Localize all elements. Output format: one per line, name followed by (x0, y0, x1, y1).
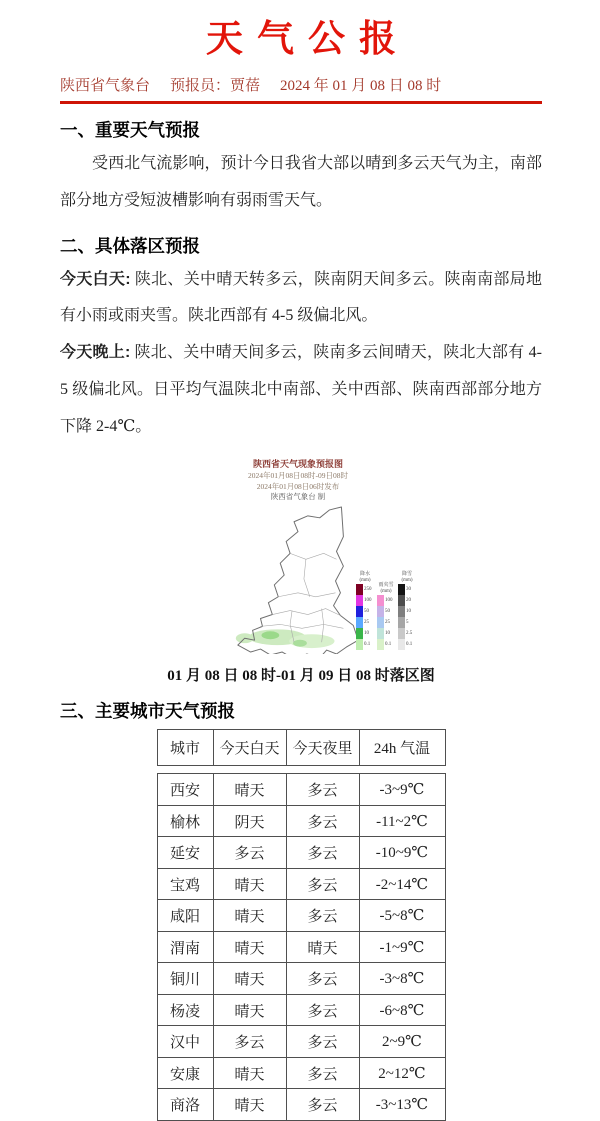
cell-day: 多云 (213, 837, 286, 869)
header-temp: 24h 气温 (359, 730, 445, 766)
legend-tick-label: 100 (385, 598, 393, 604)
daytime-label: 今天白天: (60, 270, 131, 288)
shaanxi-province-map (232, 504, 364, 654)
cell-city: 延安 (157, 837, 213, 869)
district-boundary (272, 609, 340, 616)
cell-temp: -3~13℃ (359, 1089, 445, 1121)
page-title: 天气公报 (206, 19, 410, 60)
legend-segment (356, 606, 374, 617)
legend-segment (398, 617, 416, 628)
cell-night: 多云 (286, 994, 359, 1026)
night-forecast-paragraph (60, 335, 542, 445)
legend-swatch (377, 639, 384, 650)
legend-segment (356, 628, 374, 639)
cell-day: 晴天 (213, 1057, 286, 1089)
legend-segment (398, 606, 416, 617)
district-boundary (304, 560, 310, 598)
table-row (157, 994, 445, 1026)
legend-tick-label: 250 (364, 587, 372, 593)
cell-temp: -2~14℃ (359, 868, 445, 900)
legend-segment (398, 628, 416, 639)
legend-tick-label: 25 (364, 620, 369, 626)
legend-tick-label: 0.1 (364, 642, 371, 648)
map-legend (356, 572, 416, 650)
legend-tick-label: 0.1 (385, 642, 392, 648)
cell-night: 多云 (286, 1057, 359, 1089)
legend-swatch (356, 628, 363, 639)
legend-segment (356, 595, 374, 606)
cell-temp: -3~9℃ (359, 774, 445, 806)
cell-temp: 2~9℃ (359, 1026, 445, 1058)
legend-swatch (356, 606, 363, 617)
daytime-text: 陕北、关中晴天转多云，陕南阴天间多云。陕南南部局地有小雨或雨夹雪。陕北西部有 4-5 级偏北风。 (60, 270, 542, 325)
legend-segment (398, 639, 416, 650)
table-row (157, 774, 445, 806)
legend-segment (398, 584, 416, 595)
section-1-heading: 一、重要天气预报 (60, 120, 200, 140)
legend-bar (398, 572, 416, 650)
legend-segment (356, 584, 374, 595)
cell-night: 晴天 (286, 931, 359, 963)
legend-swatch (398, 628, 405, 639)
legend-tick-label: 0.1 (406, 642, 413, 648)
table-row (157, 868, 445, 900)
cell-temp: -10~9℃ (359, 837, 445, 869)
legend-segment (377, 595, 395, 606)
cell-night: 多云 (286, 774, 359, 806)
legend-tick-label: 50 (385, 609, 390, 615)
cell-night: 多云 (286, 837, 359, 869)
city-table-body (157, 774, 445, 1121)
legend-swatch (398, 595, 405, 606)
cell-city: 汉中 (157, 1026, 213, 1058)
table-row (157, 931, 445, 963)
legend-segment (377, 628, 395, 639)
cell-night: 多云 (286, 963, 359, 995)
legend-swatch (377, 606, 384, 617)
cell-city: 铜川 (157, 963, 213, 995)
legend-tick-label: 10 (385, 631, 390, 637)
map-title: 陕西省天气现象预报图 (252, 458, 343, 469)
city-weather-table-header (157, 729, 446, 766)
legend-tick-label: 25 (385, 620, 390, 626)
cell-city: 商洛 (157, 1089, 213, 1121)
map-caption: 01 月 08 日 08 时-01 月 09 日 08 时落区图 (167, 668, 435, 685)
map-valid-period: 2024年01月08日08时-09日08时 (248, 470, 348, 480)
district-boundary (290, 554, 336, 560)
cell-temp: -3~8℃ (359, 963, 445, 995)
cell-city: 榆林 (157, 805, 213, 837)
cell-night: 多云 (286, 1089, 359, 1121)
legend-tick-label: 10 (406, 609, 411, 615)
header-day: 今天白天 (213, 730, 286, 766)
legend-bar (356, 572, 374, 650)
cell-temp: 2~12℃ (359, 1057, 445, 1089)
district-boundary (278, 593, 335, 597)
legend-bar (377, 583, 395, 650)
night-text: 陕北、关中晴天间多云，陕南多云间晴天，陕北大部有 4-5 级偏北风。日平均气温陕北中南部、关中西部、陕南西部部分地方下降 2-4℃。 (60, 344, 542, 435)
cell-day: 晴天 (213, 963, 286, 995)
table-row (157, 1026, 445, 1058)
cell-day: 多云 (213, 1026, 286, 1058)
cell-day: 晴天 (213, 1089, 286, 1121)
header-city: 城市 (157, 730, 213, 766)
cell-night: 多云 (286, 805, 359, 837)
night-label: 今天晚上: (60, 344, 131, 362)
cell-city: 咸阳 (157, 900, 213, 932)
table-row (157, 1089, 445, 1121)
rain-shade-area (293, 640, 307, 647)
rain-shade-area (261, 632, 279, 640)
legend-swatch (356, 617, 363, 628)
legend-tick-label: 5 (406, 620, 409, 626)
legend-segment (377, 639, 395, 650)
legend-bar-title: 降雪 (mm) (401, 572, 413, 584)
legend-swatch (377, 595, 384, 606)
header-night: 今天夜里 (286, 730, 359, 766)
document-header-line (60, 74, 542, 104)
cell-city: 宝鸡 (157, 868, 213, 900)
legend-segment (377, 606, 395, 617)
legend-tick-label: 50 (364, 609, 369, 615)
cell-temp: -5~8℃ (359, 900, 445, 932)
section-2-heading: 二、具体落区预报 (60, 235, 200, 256)
legend-swatch (377, 628, 384, 639)
cell-night: 多云 (286, 1026, 359, 1058)
map-producer: 陕西省气象台 制 (270, 492, 326, 502)
legend-tick-label: 20 (406, 598, 411, 604)
legend-segment (356, 617, 374, 628)
legend-swatch (398, 617, 405, 628)
legend-tick-label: 100 (364, 598, 372, 604)
cell-city: 西安 (157, 774, 213, 806)
table-row (157, 805, 445, 837)
cell-temp: -11~2℃ (359, 805, 445, 837)
legend-swatch (398, 584, 405, 595)
daytime-forecast-paragraph (60, 262, 542, 336)
table-header-row (157, 730, 445, 766)
cell-night: 多云 (286, 900, 359, 932)
cell-city: 渭南 (157, 931, 213, 963)
legend-segment (398, 595, 416, 606)
station-name: 陕西省气象台 (60, 78, 151, 94)
section-1-paragraph: 受西北气流影响，预计今日我省大部以晴到多云天气为主，南部部分地方受短波槽影响有弱雨雪天气。 (60, 155, 542, 209)
cell-day: 晴天 (213, 774, 286, 806)
cell-day: 阴天 (213, 805, 286, 837)
issue-datetime: 2024 年 01 月 08 日 08 时 (280, 78, 442, 94)
cell-day: 晴天 (213, 900, 286, 932)
legend-swatch (377, 617, 384, 628)
city-weather-table (157, 773, 446, 1121)
legend-swatch (398, 639, 405, 650)
legend-tick-label: 2.5 (406, 631, 413, 637)
legend-bar-title: 雨夹雪 (mm) (378, 583, 394, 595)
legend-swatch (356, 595, 363, 606)
legend-segment (377, 617, 395, 628)
cell-city: 安康 (157, 1057, 213, 1089)
table-row (157, 1057, 445, 1089)
table-row (157, 900, 445, 932)
legend-segment (356, 639, 374, 650)
cell-night: 多云 (286, 868, 359, 900)
table-row (157, 963, 445, 995)
map-issue-time: 2024年01月08日06时发布 (256, 481, 340, 491)
legend-tick-label: 30 (406, 587, 411, 593)
legend-swatch (398, 606, 405, 617)
district-boundary (261, 625, 344, 629)
legend-swatch (356, 584, 363, 595)
cell-day: 晴天 (213, 868, 286, 900)
cell-temp: -1~9℃ (359, 931, 445, 963)
cell-city: 杨凌 (157, 994, 213, 1026)
cell-day: 晴天 (213, 931, 286, 963)
legend-bar-title: 降水 (mm) (359, 572, 371, 584)
table-row (157, 837, 445, 869)
legend-swatch (356, 639, 363, 650)
map-title-block (232, 458, 364, 504)
cell-day: 晴天 (213, 994, 286, 1026)
legend-tick-label: 10 (364, 631, 369, 637)
forecaster-name: 预报员：贾蓓 (170, 78, 261, 94)
cell-temp: -6~8℃ (359, 994, 445, 1026)
section-3-heading: 三、主要城市天气预报 (60, 701, 235, 722)
forecast-map-figure (232, 458, 412, 655)
